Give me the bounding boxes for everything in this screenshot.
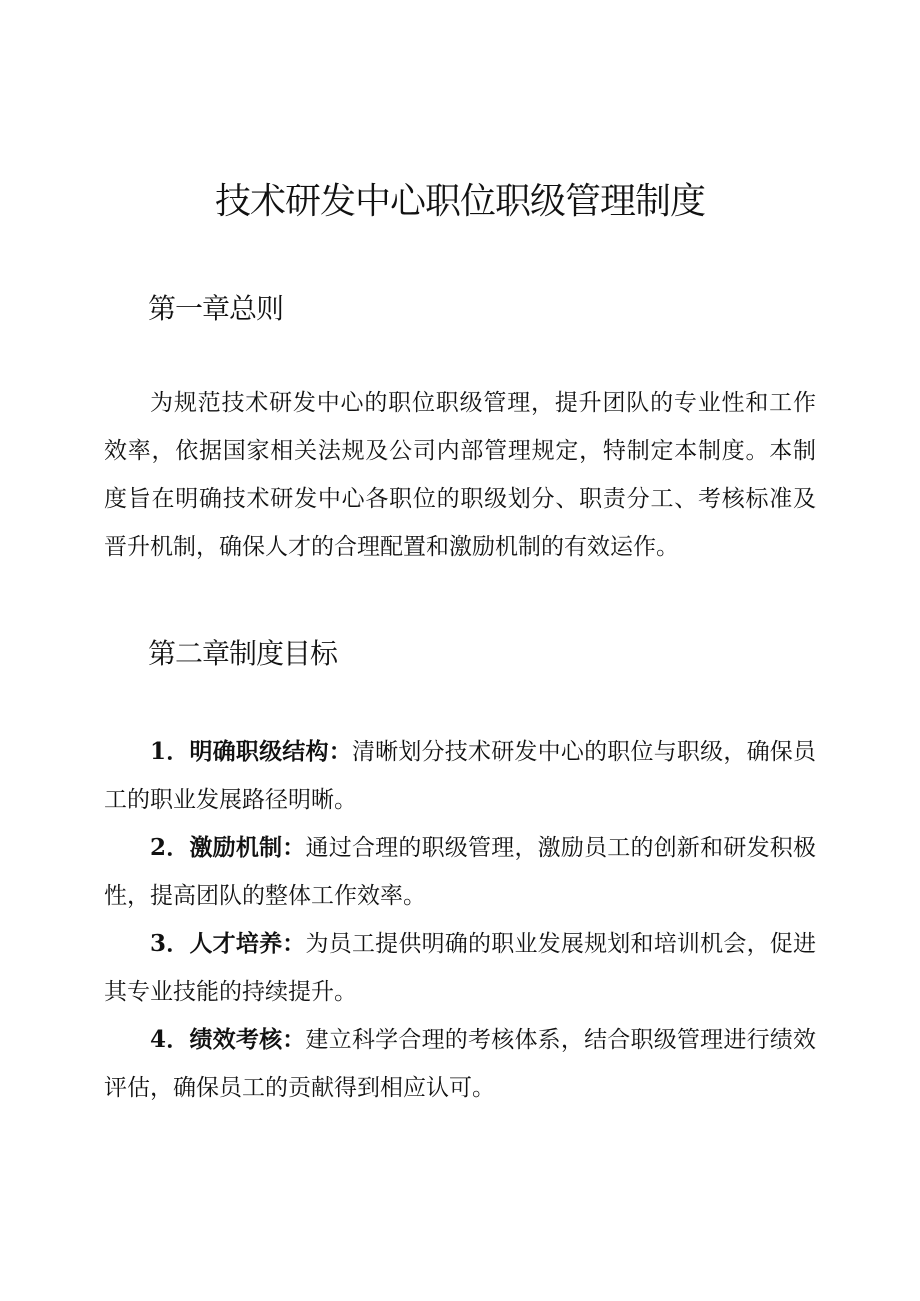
chapter-1-paragraph: 为规范技术研发中心的职位职级管理，提升团队的专业性和工作效率，依据国家相关法规及公司内部管理规定，特制定本制度。本制度旨在明确技术研发中心各职位的职级划分、职责分工、考核标准及晋升机制，确保人才的合理配置和激励机制的有效运作。 — [104, 390, 816, 560]
item-number: 4． — [150, 1026, 190, 1053]
list-item — [104, 920, 816, 1016]
chapter-1-heading: 第一章总则 — [148, 292, 284, 325]
item-text: 建立科学合理的考核体系，结合职级管理进行绩效评估，确保员工的贡献得到相应认可。 — [104, 1027, 817, 1101]
item-number: 2． — [150, 834, 190, 861]
document-title: 技术研发中心职位职级管理制度 — [214, 181, 705, 222]
chapter-2-heading: 第二章制度目标 — [148, 637, 338, 670]
list-item — [104, 728, 816, 824]
objectives-list — [104, 728, 816, 1112]
item-number: 1． — [150, 738, 190, 765]
item-text: 通过合理的职级管理，激励员工的创新和研发积极性，提高团队的整体工作效率。 — [104, 835, 817, 909]
item-number: 3． — [150, 930, 190, 957]
item-term: 激励机制： — [189, 834, 306, 861]
item-text: 清晰划分技术研发中心的职位与职级，确保员工的职业发展路径明晰。 — [104, 739, 816, 813]
item-term: 人才培养： — [189, 930, 306, 957]
item-text: 为员工提供明确的职业发展规划和培训机会，促进其专业技能的持续提升。 — [104, 931, 817, 1005]
list-item — [104, 1016, 816, 1112]
list-item — [104, 824, 816, 920]
item-term: 明确职级结构： — [189, 738, 352, 765]
item-term: 绩效考核： — [189, 1026, 306, 1053]
